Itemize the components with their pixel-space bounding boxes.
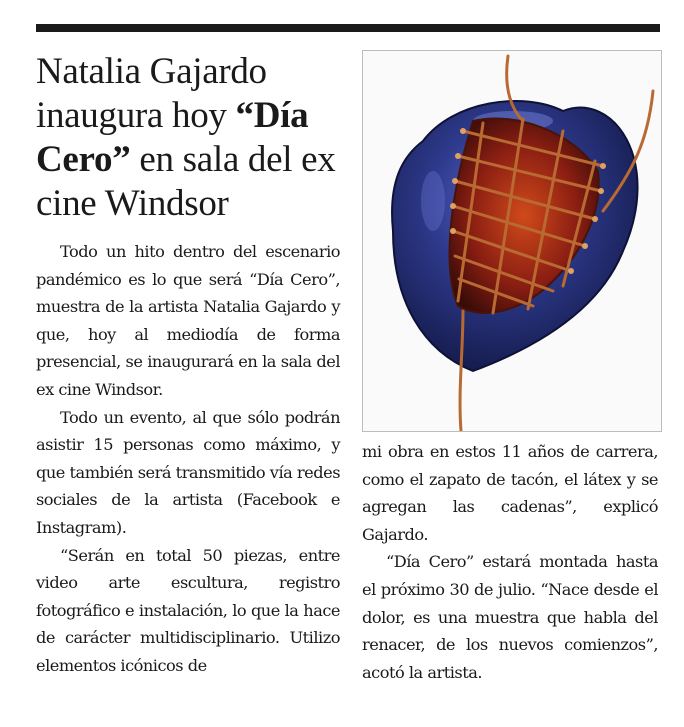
headline-part2: en sala del ex cine Windsor: [36, 139, 336, 224]
paragraph-2: Todo un evento, al que sólo podrán asistir 15 personas como máximo, y que también será transmitido vía redes sociales de la artista (Facebook e Instagram).: [36, 407, 340, 537]
paragraph-1: Todo un hito dentro del escenario pandémico es lo que será “Día Cero”, muestra de la artista Natalia Gajardo y que, hoy al mediodía de forma presencial, se inaugurará en la sala del ex cine Windsor.: [36, 242, 340, 399]
headline-bold: “Día Cero”: [36, 95, 309, 180]
paragraph-3-continued: mi obra en estos 11 años de carrera, como el zapato de tacón, el látex y se agregan las cadenas”, explicó Gajardo.: [362, 442, 658, 544]
paragraph-4: “Día Cero” estará montada hasta el próximo 30 de julio. “Nace desde el dolor, es una muestra que habla del renacer, de los nuevos comienzos”, acotó la artista.: [362, 552, 658, 682]
headline-part1: Natalia Gajardo inaugura hoy: [36, 51, 267, 136]
article-column-right: [362, 438, 658, 686]
heart-sculpture-image: [363, 51, 661, 431]
artwork-photo: [362, 50, 662, 432]
top-rule: [36, 24, 660, 32]
headline: [36, 50, 348, 226]
article-column-left: [36, 238, 340, 680]
paragraph-3: “Serán en total 50 piezas, entre video arte escultura, registro fotográfico e instalación, lo que la hace de carácter multidisciplinario. Utilizo elementos icónicos de: [36, 545, 340, 675]
